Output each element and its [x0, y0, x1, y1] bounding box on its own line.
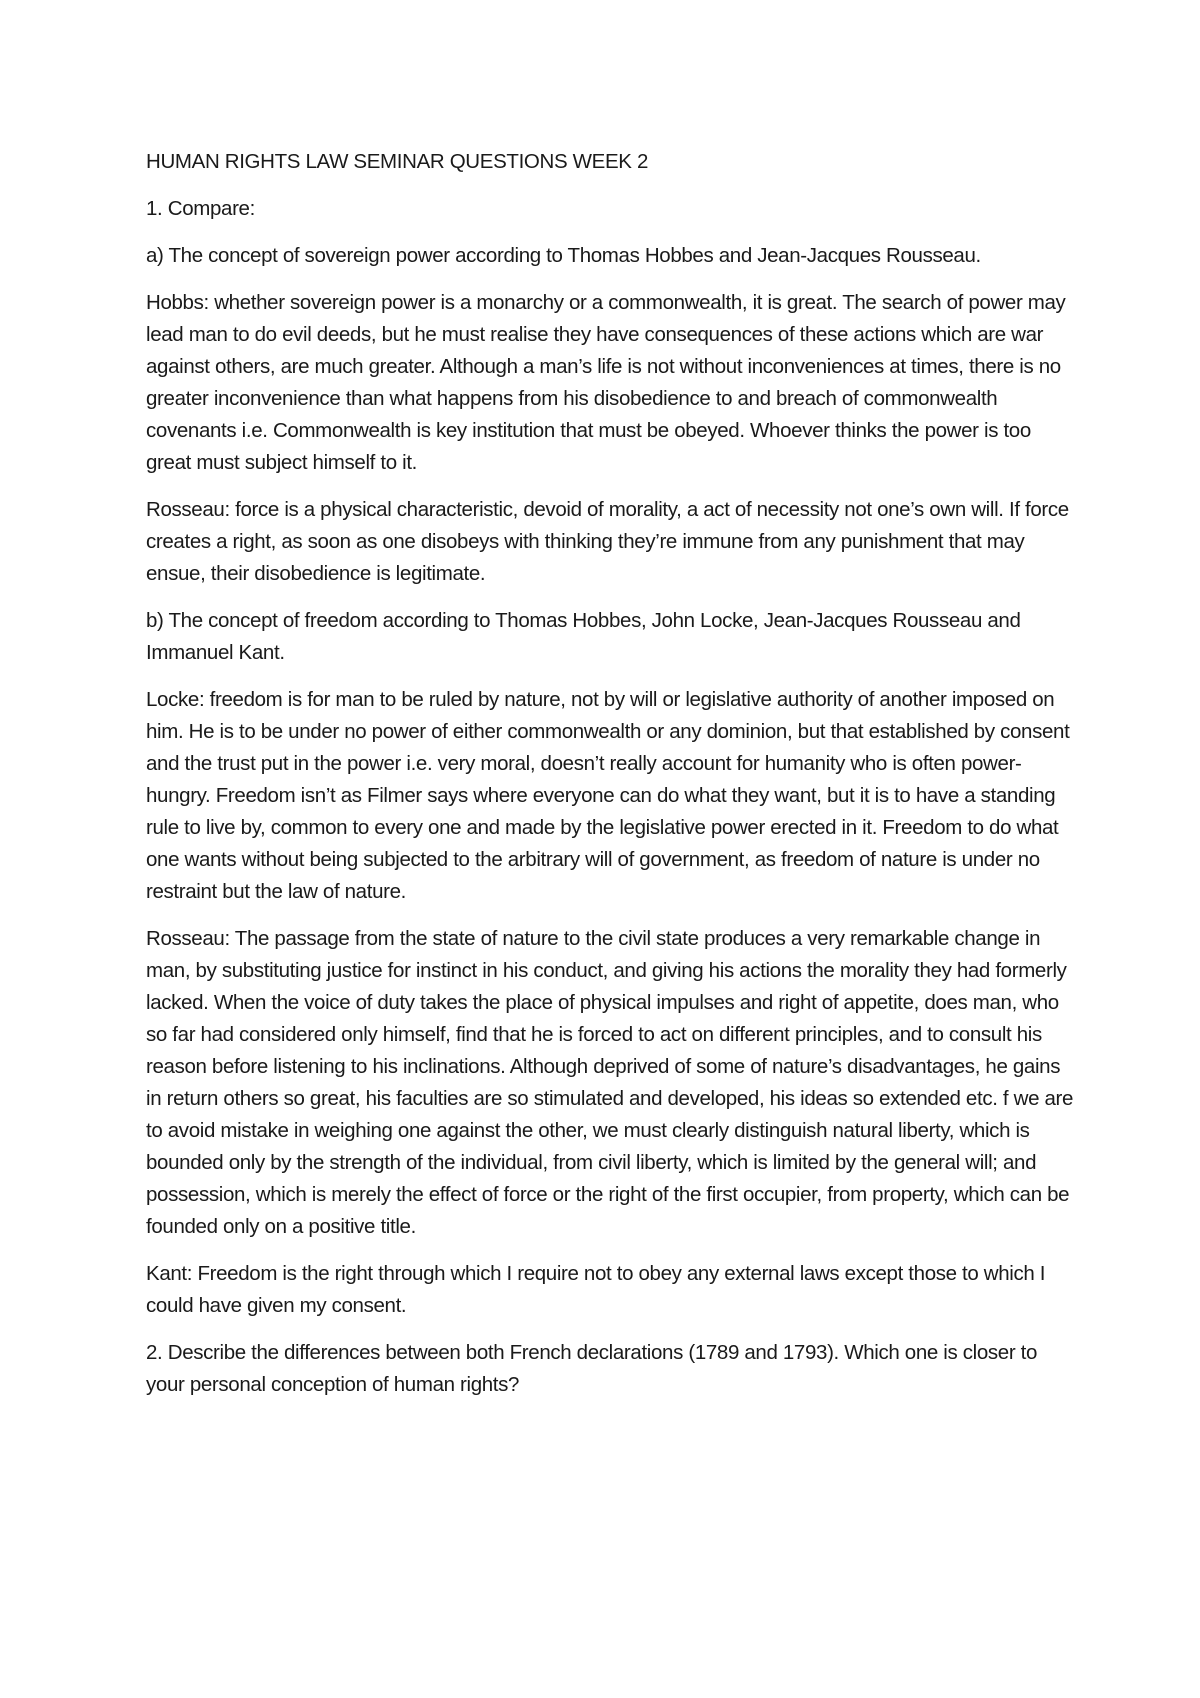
locke-answer: Locke: freedom is for man to be ruled by nature, not by will or legislative authority of another imposed on him. He is to be under no power of either commonwealth or any dominion, but that established by consent and the trust put in the power i.e. very moral, doesn’t really account for humanity who is often power-hungry. Freedom isn’t as Filmer says where everyone can do what they want, but it is to have a standing rule to live by, common to every one and made by the legislative power erected in it. Freedom to do what one wants without being subjected to the arbitrary will of government, as freedom of nature is under no restraint but the law of nature. — [146, 688, 1070, 903]
kant-answer: Kant: Freedom is the right through which I require not to obey any external laws except those to which I could have given my consent. — [146, 1262, 1046, 1317]
document-body — [146, 146, 1076, 1416]
document-title: HUMAN RIGHTS LAW SEMINAR QUESTIONS WEEK 2 — [146, 150, 649, 173]
question-1b-prompt: b) The concept of freedom according to Thomas Hobbes, John Locke, Jean-Jacques Rousseau and Immanuel Kant. — [146, 609, 1021, 664]
rousseau-answer-sovereignty: Rosseau: force is a physical characteristic, devoid of morality, a act of necessity not one’s own will. If force creates a right, as soon as one disobeys with thinking they’re immune from any punishment that may ensue, their disobedience is legitimate. — [146, 498, 1069, 585]
question-2-prompt: 2. Describe the differences between both French declarations (1789 and 1793). Which one is closer to your personal conception of human rights? — [146, 1341, 1038, 1396]
hobbes-answer: Hobbs: whether sovereign power is a monarchy or a commonwealth, it is great. The search of power may lead man to do evil deeds, but he must realise they have consequences of these actions which are war against others, are much greater. Although a man’s life is not without inconveniences at times, there is no greater inconvenience than what happens from his disobedience to and breach of commonwealth covenants i.e. Commonwealth is key institution that must be obeyed. Whoever thinks the power is too great must subject himself to it. — [146, 291, 1066, 474]
question-1a-prompt: a) The concept of sovereign power according to Thomas Hobbes and Jean-Jacques Rousseau. — [146, 244, 981, 267]
question-1-heading: 1. Compare: — [146, 197, 255, 220]
rousseau-answer-freedom: Rosseau: The passage from the state of nature to the civil state produces a very remarkable change in man, by substituting justice for instinct in his conduct, and giving his actions the morality they had formerly lacked. When the voice of duty takes the place of physical impulses and right of appetite, does man, who so far had considered only himself, find that he is forced to act on different principles, and to consult his reason before listening to his inclinations. Although deprived of some of nature’s disadvantages, he gains in return others so great, his faculties are so stimulated and developed, his ideas so extended etc. f we are to avoid mistake in weighing one against the other, we must clearly distinguish natural liberty, which is bounded only by the strength of the individual, from civil liberty, which is limited by the general will; and possession, which is merely the effect of force or the right of the first occupier, from property, which can be founded only on a positive title. — [146, 927, 1074, 1238]
